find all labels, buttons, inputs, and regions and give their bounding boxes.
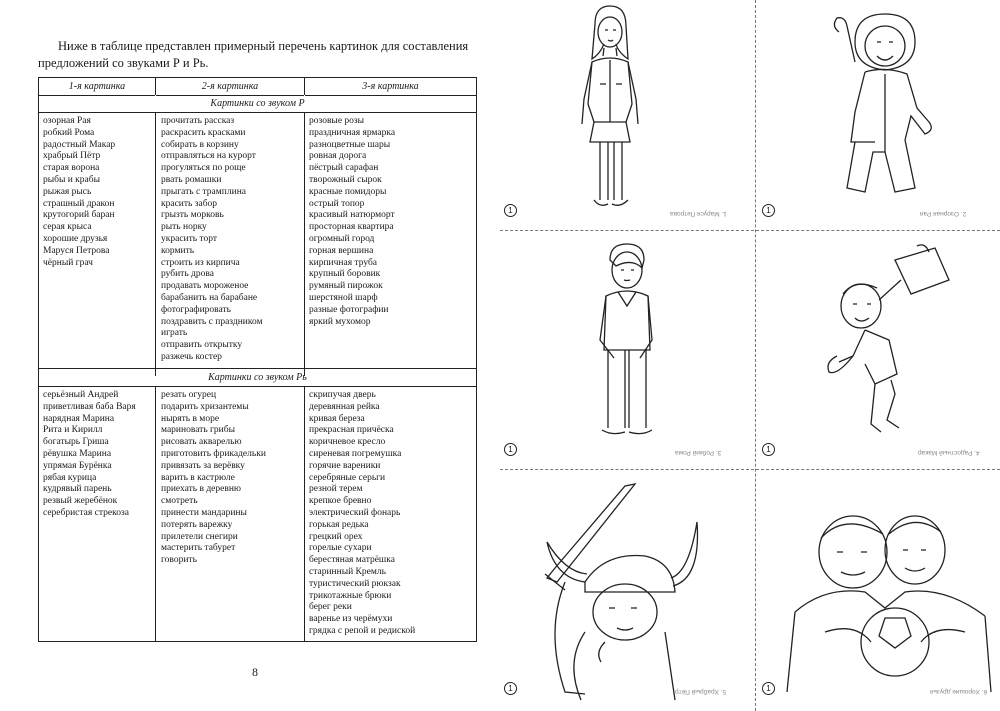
table-cell: приехать в деревню xyxy=(161,484,242,495)
table-cell: ровная дорога xyxy=(309,151,367,162)
table-cell: говорить xyxy=(161,555,197,566)
table-cell: грядка с репой и редиской xyxy=(309,625,416,636)
section2-col3 xyxy=(309,390,415,638)
table-cell: туристический рюкзак xyxy=(309,578,401,589)
table-cell: Рита и Кирилл xyxy=(43,425,103,436)
header-col1: 1-я картинка xyxy=(39,78,155,96)
table-cell: сиреневая погремушка xyxy=(309,448,402,459)
table-cell: раскрасить красками xyxy=(161,127,246,138)
table-cell: серая крыса xyxy=(43,222,92,233)
viking-kid-illustration xyxy=(525,482,715,702)
table-cell: строить из кирпича xyxy=(161,257,240,268)
divider xyxy=(304,78,305,95)
table-cell: разноцветные шары xyxy=(309,139,391,150)
table-cell: мастерить табурет xyxy=(161,543,236,554)
table-cell: рёвушка Марина xyxy=(43,448,112,459)
table-cell: берег реки xyxy=(309,602,352,613)
table-cell: яркий мухомор xyxy=(309,316,371,327)
table-cell: робкий Рома xyxy=(43,127,95,138)
table-cell: деревянная рейка xyxy=(309,401,380,412)
table-cell: румяный пирожок xyxy=(309,281,383,292)
section-title-rj: Картинки со звуком Рь xyxy=(39,368,476,387)
picture-table xyxy=(38,77,477,642)
kid-snowsuit-illustration xyxy=(825,12,945,202)
table-cell: резной терем xyxy=(309,484,363,495)
table-cell: резвый жеребёнок xyxy=(43,496,118,507)
table-cell: скрипучая дверь xyxy=(309,390,376,400)
card-caption: 5. Храбрый Пётр xyxy=(675,688,727,695)
table-cell: трикотажные брюки xyxy=(309,590,392,601)
table-cell: привязать за верёвку xyxy=(161,460,245,471)
card-number: 1 xyxy=(762,682,775,695)
table-cell: нарядная Марина xyxy=(43,413,115,424)
table-cell: горелые сухари xyxy=(309,543,372,554)
table-cell: варенье из черёмухи xyxy=(309,614,393,625)
table-cell: рыжая рысь xyxy=(43,186,92,197)
table-cell: продавать мороженое xyxy=(161,281,249,292)
table-cell: отправляться на курорт xyxy=(161,151,256,162)
table-cell: прочитать рассказ xyxy=(161,116,235,126)
table-cell: прыгать с трамплина xyxy=(161,186,246,197)
table-cell: собирать в корзину xyxy=(161,139,239,150)
divider xyxy=(155,387,156,641)
table-cell: разные фотографии xyxy=(309,304,389,315)
table-cell: прогуляться по роще xyxy=(161,163,246,174)
table-cell: горькая редька xyxy=(309,519,369,530)
cut-line-horizontal xyxy=(500,469,1000,470)
divider xyxy=(304,113,305,376)
card-number: 1 xyxy=(504,204,517,217)
table-cell: богатырь Гриша xyxy=(43,437,109,448)
boy-with-gift-illustration xyxy=(825,244,955,444)
intro-text: Ниже в таблице представлен примерный перечень картинок для составления предложений со звуками Р и Рь. xyxy=(38,39,469,70)
card-caption: 3. Робкий Рома xyxy=(675,449,722,456)
table-cell: шерстяной шарф xyxy=(309,292,378,303)
section2-col2 xyxy=(161,390,266,567)
cut-line-horizontal xyxy=(500,230,1000,231)
table-cell: крепкое бревно xyxy=(309,496,372,507)
friends-with-ball-illustration xyxy=(785,512,995,692)
table-cell: красить забор xyxy=(161,198,218,209)
table-cell: кудрявый парень xyxy=(43,484,112,495)
table-cell: старая ворона xyxy=(43,163,100,174)
table-cell: нырять в море xyxy=(161,413,220,424)
divider xyxy=(304,387,305,641)
table-cell: серебряные серьги xyxy=(309,472,386,483)
section1-col2 xyxy=(161,116,263,364)
table-cell: пёстрый сарафан xyxy=(309,163,379,174)
table-cell: барабанить на барабане xyxy=(161,292,258,303)
card-caption: 2. Озорная Рая xyxy=(920,210,967,217)
table-cell: электрический фонарь xyxy=(309,507,401,518)
table-cell: прекрасная причёска xyxy=(309,425,394,436)
table-cell: крутогорий баран xyxy=(43,210,115,221)
table-cell: подарить хризантемы xyxy=(161,401,249,412)
table-cell: коричневое кресло xyxy=(309,437,386,448)
table-cell: рыть норку xyxy=(161,222,207,233)
table-cell: приготовить фрикадельки xyxy=(161,448,266,459)
table-cell: розовые розы xyxy=(309,116,365,126)
table-cell: хорошие друзья xyxy=(43,233,108,244)
table-cell: потерять варежку xyxy=(161,519,233,530)
card-number: 1 xyxy=(762,204,775,217)
table-cell: рисовать акварелью xyxy=(161,437,242,448)
table-cell: украсить торт xyxy=(161,233,218,244)
right-page xyxy=(500,0,1000,711)
table-cell: упрямая Бурёнка xyxy=(43,460,112,471)
table-cell: берестяная матрёшка xyxy=(309,555,395,566)
table-cell: старинный Кремль xyxy=(309,566,386,577)
table-cell: грызть морковь xyxy=(161,210,224,221)
table-cell: острый топор xyxy=(309,198,365,209)
page-number: 8 xyxy=(252,665,258,679)
card-caption: 6. Хорошие друзья xyxy=(930,688,988,695)
divider xyxy=(155,113,156,376)
card-caption: 4. Радостный Макар xyxy=(918,449,980,456)
cut-line-vertical xyxy=(755,0,756,711)
table-cell: играть xyxy=(161,328,188,339)
table-cell: принести мандарины xyxy=(161,507,247,518)
section2-col1 xyxy=(43,390,136,520)
table-cell: серебристая стрекоза xyxy=(43,507,129,518)
table-cell: кривая береза xyxy=(309,413,365,424)
section1-col3 xyxy=(309,116,395,328)
table-cell: прилетели снегири xyxy=(161,531,238,542)
table-cell: красные помидоры xyxy=(309,186,387,197)
table-cell: просторная квартира xyxy=(309,222,394,233)
table-cell: приветливая баба Варя xyxy=(43,401,136,412)
table-cell: страшный дракон xyxy=(43,198,115,209)
header-col3: 3-я картинка xyxy=(305,78,476,96)
table-cell: смотреть xyxy=(161,496,198,507)
table-cell: рябая курица xyxy=(43,472,97,483)
table-cell: фотографировать xyxy=(161,304,231,315)
table-cell: красивый натюрморт xyxy=(309,210,395,221)
table-cell: серьёзный Андрей xyxy=(43,390,119,400)
card-number: 1 xyxy=(762,443,775,456)
table-cell: Маруся Петрова xyxy=(43,245,110,256)
table-cell: мариновать грибы xyxy=(161,425,235,436)
table-cell: огромный город xyxy=(309,233,375,244)
section1-col1 xyxy=(43,116,115,269)
table-cell: поздравить с праздником xyxy=(161,316,263,327)
table-cell: горячие вареники xyxy=(309,460,381,471)
table-cell: кирпичная труба xyxy=(309,257,378,268)
table-cell: радостный Макар xyxy=(43,139,116,150)
table-cell: рвать ромашки xyxy=(161,174,222,185)
table-cell: чёрный грач xyxy=(43,257,93,268)
table-cell: крупный боровик xyxy=(309,269,381,280)
table-cell: рыбы и крабы xyxy=(43,174,100,185)
divider xyxy=(155,78,156,95)
table-cell: грецкий орех xyxy=(309,531,363,542)
card-number: 1 xyxy=(504,443,517,456)
table-cell: варить в кастрюле xyxy=(161,472,235,483)
card-number: 1 xyxy=(504,682,517,695)
table-cell: разжечь костер xyxy=(161,351,222,362)
table-cell: праздничная ярмарка xyxy=(309,127,396,138)
table-cell: озорная Рая xyxy=(43,116,91,126)
table-cell: отправить открытку xyxy=(161,340,243,351)
table-cell: кормить xyxy=(161,245,195,256)
girl-illustration xyxy=(570,4,650,218)
table-cell: резать огурец xyxy=(161,390,217,400)
header-col2: 2-я картинка xyxy=(156,78,304,96)
shy-boy-illustration xyxy=(592,240,662,440)
table-cell: храбрый Пётр xyxy=(43,151,101,162)
card-caption: 1. Маруся Петрова xyxy=(670,210,727,217)
table-cell: творожный сырок xyxy=(309,174,382,185)
table-cell: рубить дрова xyxy=(161,269,214,280)
table-cell: горная вершина xyxy=(309,245,374,256)
section-title-r: Картинки со звуком Р xyxy=(39,95,476,113)
